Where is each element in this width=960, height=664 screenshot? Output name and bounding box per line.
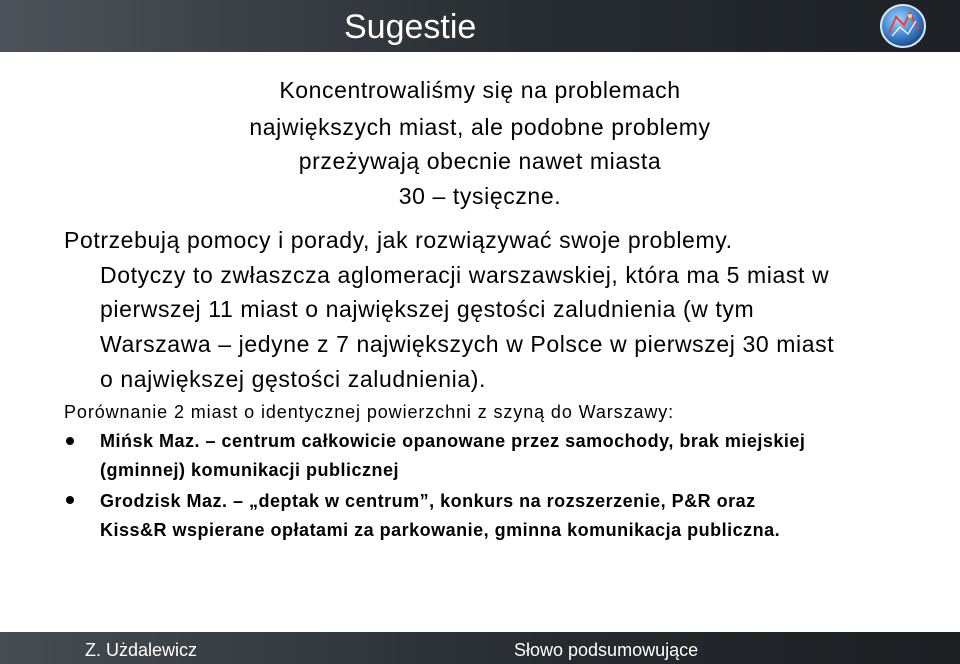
bullet-1-line-1: Mińsk Maz. – centrum całkowicie opanowane przez samochody, brak miejskiej [100, 431, 806, 451]
need-text: Potrzebują pomocy i porady, jak rozwiązywać swoje problemy. [64, 227, 733, 253]
region-line-2: pierwszej 11 miast o największej gęstości zaludnienia (w tym [100, 296, 755, 322]
intro-line-2: największych miast, ale podobne problemy [249, 114, 711, 140]
comparison-text: Porównanie 2 miast o identycznej powierzchni z szyną do Warszawy: [64, 402, 675, 422]
bullet-2-line-2: Kiss&R wspierane opłatami za parkowanie, gminna komunikacja publiczna. [100, 520, 781, 540]
bullet-marker [66, 437, 74, 445]
region-line-4: o największej gęstości zaludnienia). [100, 366, 486, 392]
logo-icon [880, 3, 926, 49]
intro-line-3: przeżywają obecnie nawet miasta [298, 148, 662, 174]
region-line-3: Warszawa – jedyne z 7 największych w Polsce w pierwszej 30 miast [100, 331, 835, 357]
footer-author: Z. Użdalewicz [85, 640, 198, 660]
footer-section: Słowo podsumowujące [514, 640, 699, 660]
bullet-1-line-2: (gminnej) komunikacji publicznej [100, 460, 400, 480]
intro-line-4: 30 – tysięczne. [398, 183, 562, 209]
bullet-marker [66, 496, 74, 504]
slide-title: Sugestie [344, 8, 477, 46]
region-line-1: Dotyczy to zwłaszcza aglomeracji warszawskiej, która ma 5 miast w [100, 262, 830, 288]
header-bar [0, 0, 960, 52]
intro-line-1: Koncentrowaliśmy się na problemach [279, 77, 681, 103]
bullet-2-line-1: Grodzisk Maz. – „deptak w centrum”, konkurs na rozszerzenie, P&R oraz [100, 491, 756, 511]
